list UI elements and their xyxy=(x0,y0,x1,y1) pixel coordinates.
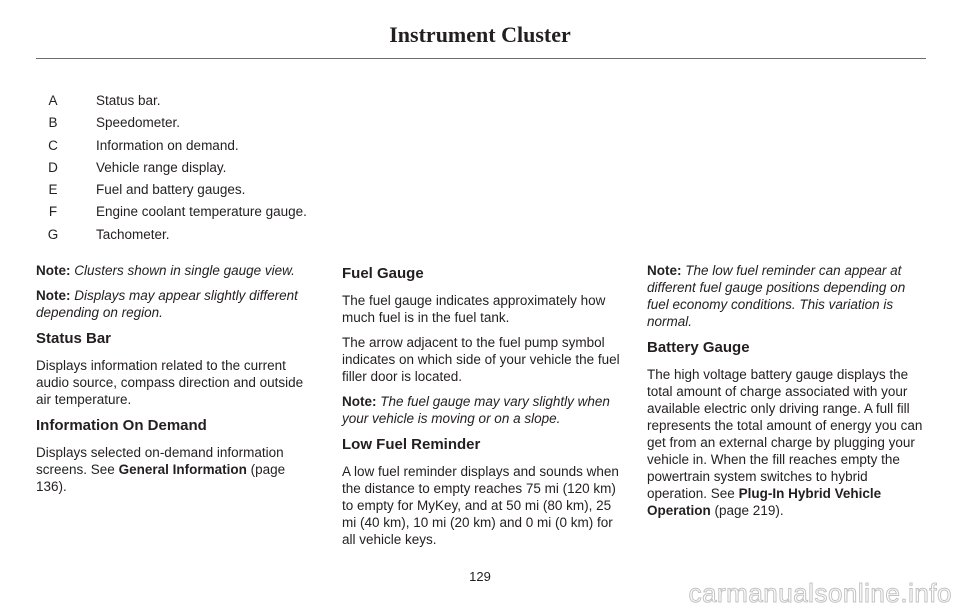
section-heading-low-fuel-reminder: Low Fuel Reminder xyxy=(342,436,481,453)
legend-item xyxy=(36,90,336,112)
note xyxy=(342,393,622,427)
legend-text: Status bar. xyxy=(96,93,161,108)
note xyxy=(36,262,316,279)
legend-key: E xyxy=(48,182,58,198)
low-fuel-reminder-text: A low fuel reminder displays and sounds when the distance to empty reaches 75 mi (120 km) to empty for MyKey, and at 50 mi (80 km), 25 mi (40 km), 10 mi (20 km) and 0 mi (0 km) for all vehicle keys. xyxy=(342,464,619,547)
note-label: Note: xyxy=(36,263,71,278)
section-heading-status-bar: Status Bar xyxy=(36,330,112,347)
legend-key: D xyxy=(48,159,58,175)
legend-item xyxy=(36,112,336,134)
note xyxy=(647,262,927,330)
legend-key: F xyxy=(48,204,58,220)
note xyxy=(36,287,316,321)
legend-key: G xyxy=(47,226,59,242)
legend-item xyxy=(36,179,336,201)
note-text: The low fuel reminder can appear at different fuel gauge positions depending on fuel economy conditions. This variation is normal. xyxy=(647,263,906,329)
information-on-demand-text xyxy=(36,444,316,495)
note-text: The fuel gauge may vary slightly when your vehicle is moving or on a slope. xyxy=(342,394,610,426)
legend-text: Tachometer. xyxy=(96,226,170,242)
legend-key: C xyxy=(48,137,58,153)
legend-item xyxy=(36,201,336,223)
legend-text: Speedometer. xyxy=(96,115,181,131)
legend-key: A xyxy=(48,93,58,108)
cross-reference-link[interactable]: Plug-In Hybrid Vehicle Operation xyxy=(647,486,882,518)
fuel-gauge-text: The fuel gauge indicates approximately how much fuel is in the fuel tank. xyxy=(342,293,606,325)
body-text: Displays selected on-demand information screens. See xyxy=(36,445,284,477)
legend-list xyxy=(36,90,336,246)
note-text: Displays may appear slightly different depending on region. xyxy=(36,288,298,320)
note-label: Note: xyxy=(647,263,682,278)
note-label: Note: xyxy=(342,394,377,409)
legend-text: Engine coolant temperature gauge. xyxy=(96,204,307,220)
legend-item xyxy=(36,135,336,157)
note-text: Clusters shown in single gauge view. xyxy=(74,263,295,278)
page-number: 129 xyxy=(469,569,491,584)
watermark: carmanualsonline.info xyxy=(688,578,952,608)
legend-text: Fuel and battery gauges. xyxy=(96,182,246,198)
column-left xyxy=(36,262,316,503)
section-heading-fuel-gauge: Fuel Gauge xyxy=(342,265,424,282)
legend-key: B xyxy=(48,115,58,131)
column-right xyxy=(647,262,927,527)
legend-item xyxy=(36,157,336,179)
title-divider xyxy=(36,58,926,59)
body-text: The high voltage battery gauge displays the total amount of charge associated with your available electric only driving range. A full fill represents the total amount of energy you can get from an external charge by plugging your vehicle in. When the fill reaches empty the powertrain system switches to hybrid operation. See xyxy=(647,367,923,501)
section-heading-battery-gauge: Battery Gauge xyxy=(647,339,750,356)
legend-item xyxy=(36,224,336,246)
column-middle xyxy=(342,262,622,556)
legend-text: Vehicle range display. xyxy=(96,159,227,175)
page-reference: (page 219). xyxy=(714,503,784,518)
note-label: Note: xyxy=(36,288,71,303)
legend-text: Information on demand. xyxy=(96,137,239,153)
status-bar-text: Displays information related to the current audio source, compass direction and outside air temperature. xyxy=(36,358,304,407)
page-reference: (page 136). xyxy=(36,462,286,494)
page-title: Instrument Cluster xyxy=(389,22,571,47)
section-heading-information-on-demand: Information On Demand xyxy=(36,417,207,434)
battery-gauge-text xyxy=(647,366,927,519)
fuel-gauge-text: The arrow adjacent to the fuel pump symbol indicates on which side of your vehicle the fuel filler door is located. xyxy=(342,335,620,384)
cross-reference-link[interactable]: General Information xyxy=(118,462,247,477)
